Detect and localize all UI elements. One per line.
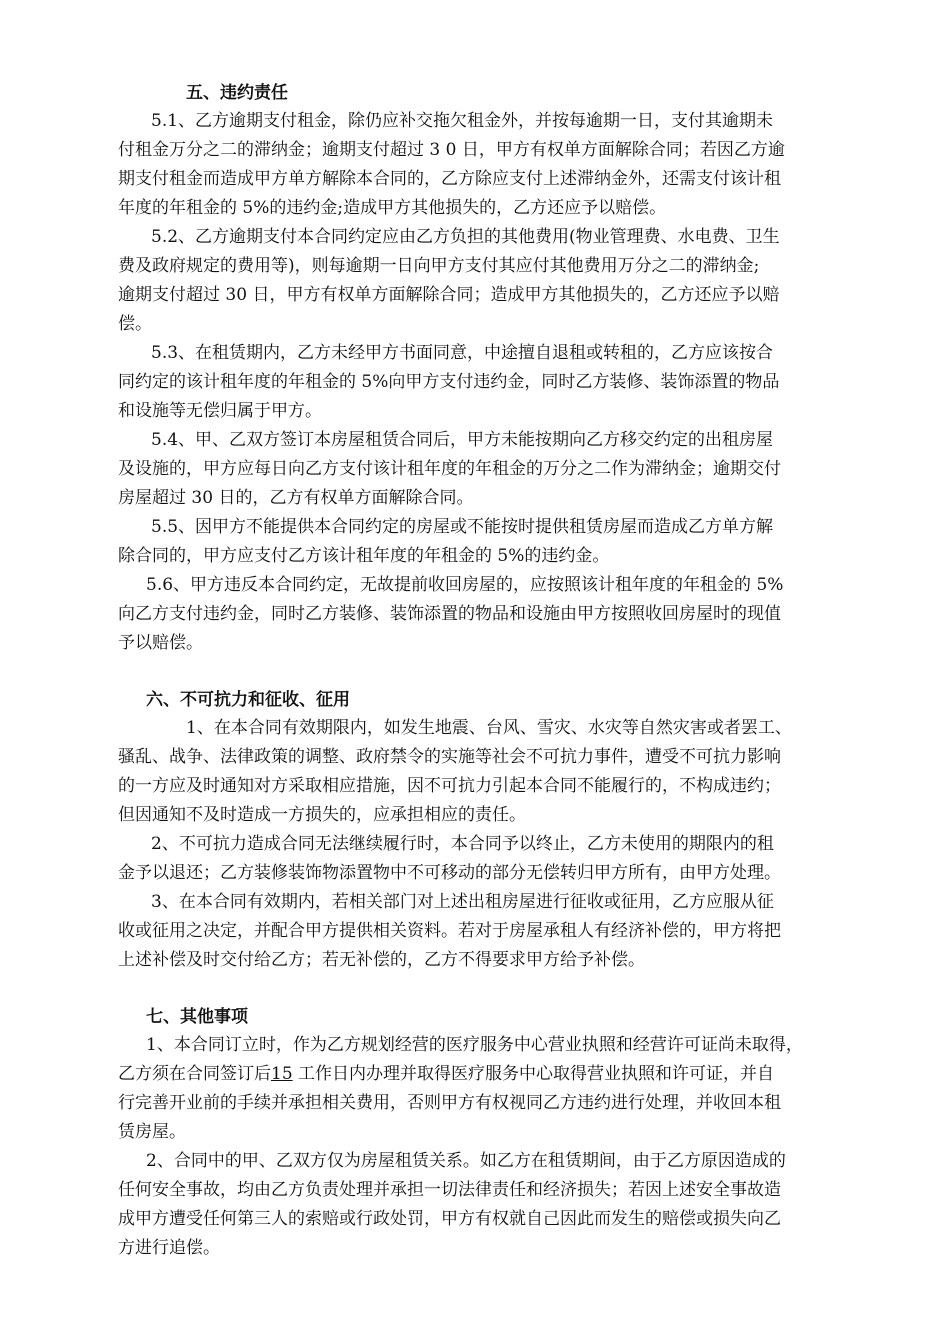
section-5-line: 除合同的，甲方应支付乙方该计租年度的年租金的 5%的违约金。 [118,546,610,566]
section-5-line: 逾期支付超过 30 日，甲方有权单方面解除合同；造成甲方其他损失的，乙方还应予以赔 [118,285,780,305]
section-5-line: 年度的年租金的 5%的违约金;造成甲方其他损失的，乙方还应予以赔偿。 [118,198,667,218]
section-5-line: 偿。 [118,314,152,334]
section-5-line: 房屋超过 30 日的，乙方有权单方面解除合同。 [118,488,474,508]
section-7-line: 行完善开业前的手续并承担相关费用，否则甲方有权视同乙方违约进行处理，并收回本租 [118,1093,781,1113]
section-6-line: 3、在本合同有效期内，若相关部门对上述出租房屋进行征收或征用，乙方应服从征 [151,892,774,912]
section-5-line: 付租金万分之二的滞纳金；逾期支付超过 3 0 日，甲方有权单方面解除合同；若因乙方逾 [118,140,785,160]
section-5-line: 向乙方支付违约金，同时乙方装修、装饰添置的物品和设施由甲方按照收回房屋时的现值 [118,604,781,624]
section-5-line: 5.1、乙方逾期支付租金，除仍应补交拖欠租金外，并按每逾期一日，支付其逾期未 [151,111,774,131]
section-5-line: 同约定的该计租年度的年租金的 5%向甲方支付违约金，同时乙方装修、装饰添置的物品 [118,372,780,392]
section-7-line: 方进行追偿。 [118,1238,220,1258]
section-7-line: 赁房屋。 [118,1122,186,1142]
working-days-value: 15 [271,1064,293,1084]
section-6-line: 金予以退还；乙方装修装饰物添置物中不可移动的部分无偿转归甲方所有，由甲方处理。 [118,863,781,883]
section-6-line: 上述补偿及时交付给乙方；若无补偿的，乙方不得要求甲方给予补偿。 [118,950,645,970]
section-6-line: 但因通知不及时造成一方损失的，应承担相应的责任。 [118,805,526,825]
section-6-line: 收或征用之决定，并配合甲方提供相关资料。若对于房屋承租人有经济补偿的，甲方将把 [118,921,781,941]
section-5-heading: 五、违约责任 [186,83,288,103]
section-5-line: 予以赔偿。 [118,633,203,653]
section-5-line: 和设施等无偿归属于甲方。 [118,401,322,421]
section-7-line: 1、本合同订立时，作为乙方规划经营的医疗服务中心营业执照和经营许可证尚未取得， [146,1035,803,1055]
section-5-line: 5.5、因甲方不能提供本合同约定的房屋或不能按时提供租赁房屋而造成乙方单方解 [151,517,774,537]
section-7-line: 任何安全事故，均由乙方负责处理并承担一切法律责任和经济损失；若因上述安全事故造 [118,1180,781,1200]
section-5-line: 费及政府规定的费用等)，则每逾期一日向甲方支付其应付其他费用万分之二的滞纳金; [118,256,760,276]
section-6-line: 2、不可抗力造成合同无法继续履行时，本合同予以终止，乙方未使用的期限内的租 [151,834,774,854]
section-7-line [118,1064,774,1084]
section-5-line: 5.4、甲、乙双方签订本房屋租赁合同后，甲方未能按期向乙方移交约定的出租房屋 [151,430,774,450]
section-5-line: 5.6、甲方违反本合同约定，无故提前收回房屋的，应按照该计租年度的年租金的 5% [146,575,784,595]
section-5-line: 期支付租金而造成甲方单方解除本合同的，乙方除应支付上述滞纳金外，还需支付该计租 [118,169,781,189]
section-5-line: 及设施的，甲方应每日向乙方支付该计租年度的年租金的万分之二作为滞纳金；逾期交付 [118,459,781,479]
section-5-line: 5.3、在租赁期内，乙方未经甲方书面同意，中途擅自退租或转租的，乙方应该按合 [151,343,774,363]
section-7-line: 2、合同中的甲、乙双方仅为房屋租赁关系。如乙方在租赁期间，由于乙方原因造成的 [146,1151,786,1171]
section-6-line: 的一方应及时通知对方采取相应措施，因不可抗力引起本合同不能履行的，不构成违约； [118,776,781,796]
section-7-text: 工作日内办理并取得医疗服务中心取得营业执照和许可证，并自 [298,1064,775,1084]
section-6-heading: 六、不可抗力和征收、征用 [146,690,350,710]
section-6-line: 骚乱、战争、法律政策的调整、政府禁令的实施等社会不可抗力事件，遭受不可抗力影响 [118,747,781,767]
section-7-line: 成甲方遭受任何第三人的索赔或行政处罚，甲方有权就自己因此而发生的赔偿或损失向乙 [118,1209,781,1229]
section-5-line: 5.2、乙方逾期支付本合同约定应由乙方负担的其他费用(物业管理费、水电费、卫生 [151,227,780,247]
section-7-heading: 七、其他事项 [146,1007,248,1027]
section-7-text: 乙方须在合同签订后 [118,1064,271,1084]
section-6-line: 1、在本合同有效期限内，如发生地震、台风、雪灾、水灾等自然灾害或者罢工、 [186,718,792,738]
